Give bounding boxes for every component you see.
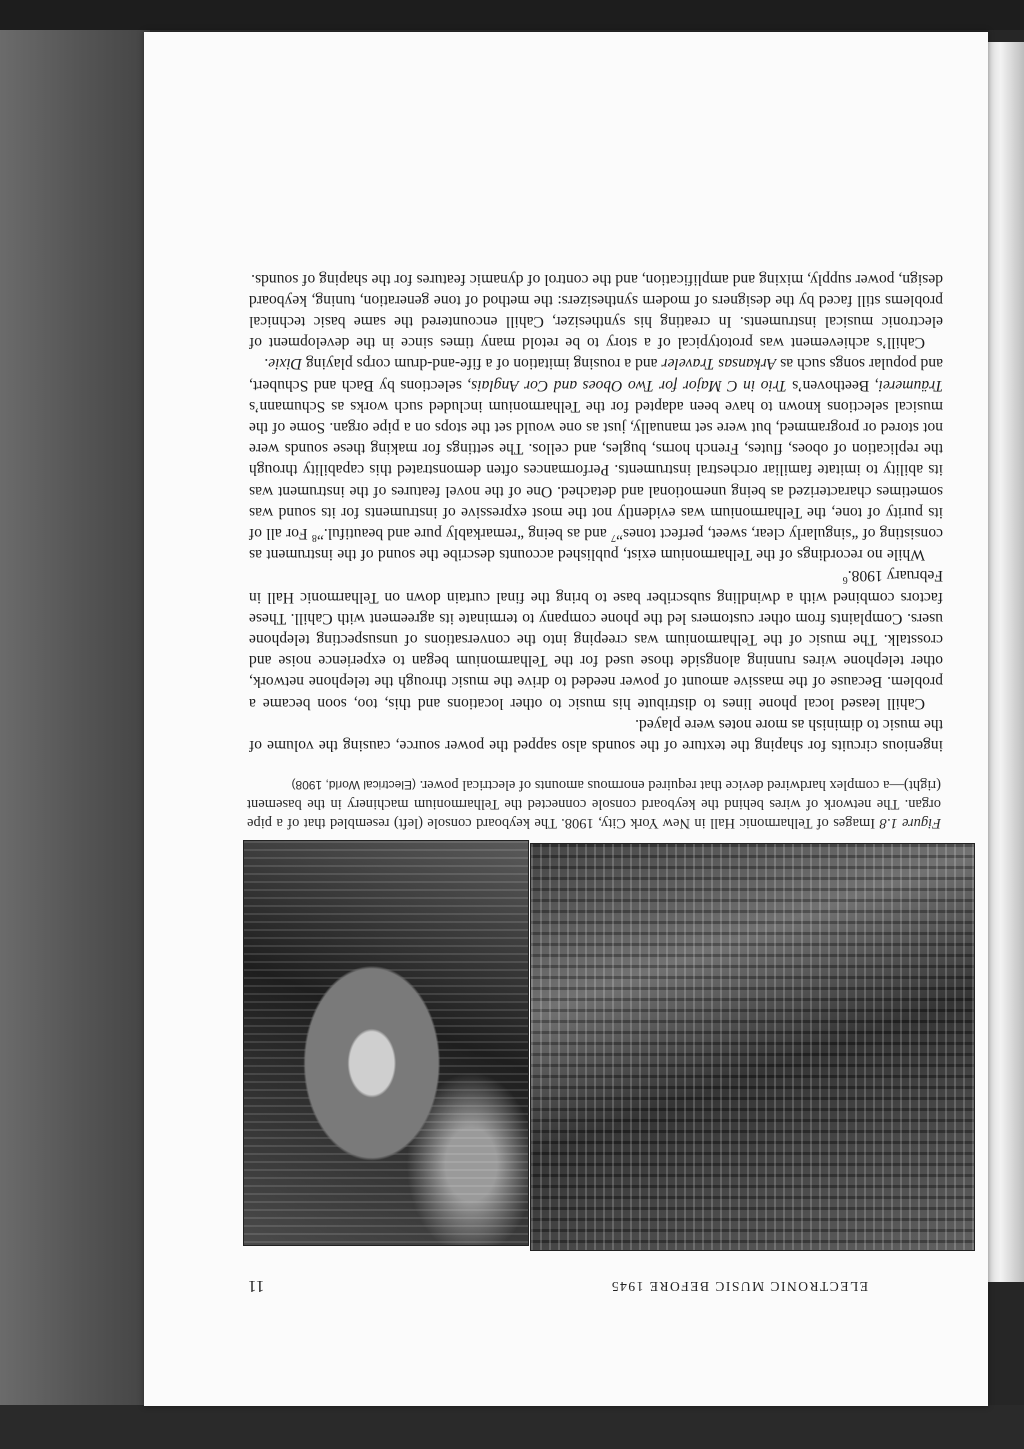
paragraph <box>249 268 943 353</box>
scan-border-top <box>0 0 1024 30</box>
footnote-ref: 6 <box>842 574 848 586</box>
paragraph-text: For all of its purity of tone, the Telharmonium was evidently not the most expressive of instruments for its sound was sometimes characterized as being unemotional and detached. One of the novel features of the instrument was its ability to imitate familiar orchestral instruments. Performances often demonstrated this capability through the replication of oboes, flutes, French horns, bugles, and cellos. The settings for making these sounds were not stored or programmed, but were set manually, just as one would set the stops on a pipe organ. Some of the musical selections known to have been adapted for the Telharmonium included such works as Schumann’s <box>248 397 943 542</box>
paragraph <box>249 353 943 565</box>
keyboard-console-photo <box>243 840 529 1246</box>
running-head: ELECTRONIC MUSIC BEFORE 1945 <box>610 1279 868 1294</box>
scan-border-bottom <box>0 1405 1024 1449</box>
paragraph-text: Cahill’s achievement was prototypical of a story to be retold many times since in the development of electronic musical instruments. In creating his synthesizer, Cahill encountered the same basic technical problems still faced by the designers of modern synthesizers: the method of tone generation, tuning, keyboard design, power supply, mixing and amplification, and the control of dynamic features for the shaping of sounds. <box>249 270 943 352</box>
body-text <box>249 268 943 756</box>
page-edge <box>985 42 1024 1282</box>
paragraph-text: Cahill leased local phone lines to distribute his music to other locations and this, too, soon became a problem. Because of the massive amount of power needed to drive the music through the telephone network, other telephone wires running alongside those used for the Telharmonium began to experience noise and crosstalk. The music of the Telharmonium was creeping into the conversations of unsuspecting telephone users. Complaints from other customers led the phone company to terminate its agreement with Cahill. These factors combined with a dwindling subscriber base to bring the final curtain down on Telharmonic Hall in February 1908. <box>249 567 943 712</box>
paragraph-text: and a rousing imitation of a fife-and-drum corps playing <box>302 355 662 373</box>
page-number: 11 <box>248 1277 265 1296</box>
book-spine-shadow <box>0 0 150 1449</box>
paragraph-text: . <box>264 355 269 373</box>
page-header <box>248 1270 868 1294</box>
paragraph-text: While no recordings of the Telharmonium exist, published accounts describe the sound of the instrument as consisting of “singularly clear, sweet, perfect tones” <box>249 524 943 564</box>
paragraph <box>249 565 943 713</box>
paragraph <box>249 714 943 756</box>
telharmonium-machinery-photo <box>530 843 975 1251</box>
caption-text: Images of Telharmonic Hall in New York City, 1908. The keyboard console (left) resembled that of a pipe organ. The network of wires behind the keyboard console connected the Telharmonium machinery in the basement (right)—a complex hardwired device that required enormous amounts of electrical power. <box>247 777 941 831</box>
paragraph-text: ingenious circuits for shaping the texture of the sounds also sapped the power source, causing the volume of the music to diminish as more notes were played. <box>249 715 943 754</box>
footnote-ref: 8 <box>311 532 317 544</box>
book-page <box>144 32 988 1406</box>
footnote-ref: 7 <box>611 532 617 544</box>
figure-label: Figure 1.8 <box>879 815 941 831</box>
work-title: Trio in C Major for Two Oboes and Cor Anglais <box>471 376 787 394</box>
figure-caption <box>247 775 941 832</box>
paragraph-text: , selections by Bach and Schubert, and popular songs such as <box>248 355 943 394</box>
work-title: Arkansas Traveler <box>661 355 777 373</box>
caption-credit: (Electrical World, 1908) <box>291 778 416 792</box>
work-title: Träumerei <box>878 376 943 394</box>
paragraph-text: and as being “remarkably pure and beautiful.” <box>316 524 612 542</box>
work-title: Dixie <box>268 355 303 373</box>
paragraph-text: , Beethoven’s <box>786 376 879 394</box>
